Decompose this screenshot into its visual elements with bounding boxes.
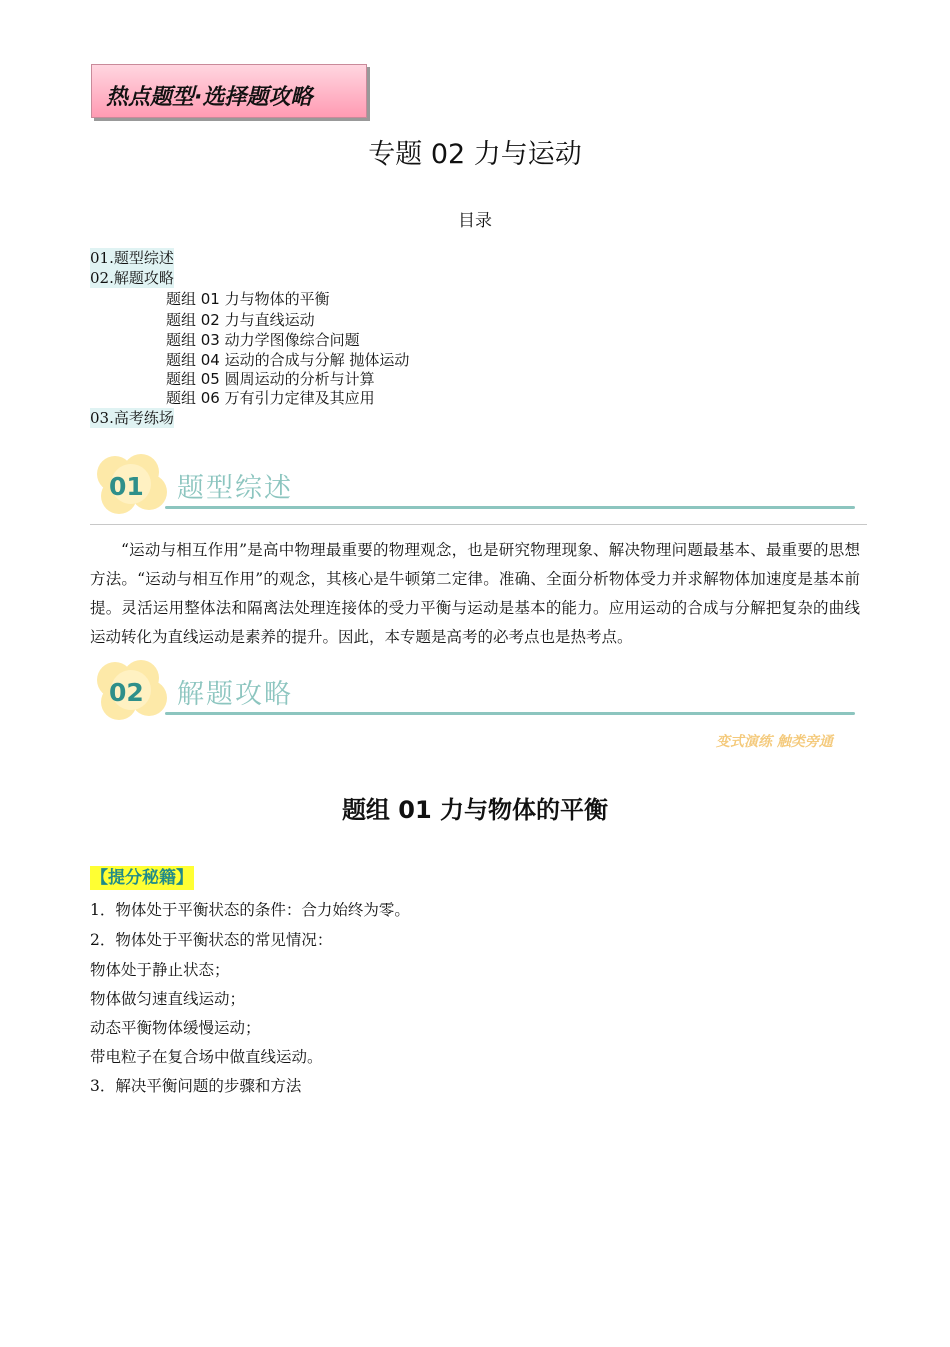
list-item: 动态平衡物体缓慢运动； (90, 1019, 261, 1037)
group-title: 题组 01 力与物体的平衡 (341, 796, 609, 824)
section-header-overview (93, 452, 863, 522)
section-number: 01 (109, 472, 144, 501)
section-tagline: 变式演练 触类旁通 (716, 734, 833, 750)
list-item: 带电粒子在复合场中做直线运动。 (90, 1048, 323, 1066)
tips-label: 【提分秘籍】 (91, 868, 193, 888)
toc-link-group-01[interactable]: 题组 01 力与物体的平衡 (166, 290, 330, 308)
section-header-strategy (93, 658, 863, 728)
toc-link-group-02[interactable]: 题组 02 力与直线运动 (166, 311, 315, 329)
section-underline (165, 506, 855, 509)
toc-link-overview[interactable]: 01.题型综述 (90, 249, 174, 267)
list-item: 1．物体处于平衡状态的条件：合力始终为零。 (90, 901, 410, 919)
section-underline (165, 712, 855, 715)
section-label: 题型综述 (177, 473, 293, 504)
list-item: 物体处于静止状态； (90, 961, 230, 979)
toc-link-group-04[interactable]: 题组 04 运动的合成与分解 抛体运动 (166, 351, 410, 369)
overview-paragraph: “运动与相互作用”是高中物理最重要的物理观念，也是研究物理现象、解决物理问题最基本、最重要的思想方法。“运动与相互作用”的观念，其核心是牛顿第二定律。准确、全面分析物体受力并求解物体加速度是基本前提。灵活运用整体法和隔离法处理连接体的受力平衡与运动是基本的能力。应用运动的合成与分解把复杂的曲线运动转化为直线运动是素养的提升。因此，本专题是高考的必考点也是热考点。 (90, 541, 860, 646)
section-label: 解题攻略 (177, 679, 293, 710)
toc-link-group-03[interactable]: 题组 03 动力学图像综合问题 (166, 331, 360, 349)
toc-link-group-06[interactable]: 题组 06 万有引力定律及其应用 (166, 389, 375, 407)
divider (90, 524, 867, 525)
list-item: 2．物体处于平衡状态的常见情况： (90, 931, 333, 949)
list-item: 3．解决平衡问题的步骤和方法 (90, 1077, 302, 1095)
page-title: 专题 02 力与运动 (368, 139, 582, 170)
list-item: 物体做匀速直线运动； (90, 990, 246, 1008)
section-number: 02 (109, 678, 144, 707)
toc-link-group-05[interactable]: 题组 05 圆周运动的分析与计算 (166, 370, 375, 388)
toc-link-exam-practice[interactable]: 03.高考练场 (90, 409, 174, 427)
banner-text: 热点题型·选择题攻略 (106, 85, 313, 110)
toc-link-strategy[interactable]: 02.解题攻略 (90, 269, 174, 287)
header-banner (91, 64, 367, 118)
toc-heading: 目录 (458, 211, 492, 231)
